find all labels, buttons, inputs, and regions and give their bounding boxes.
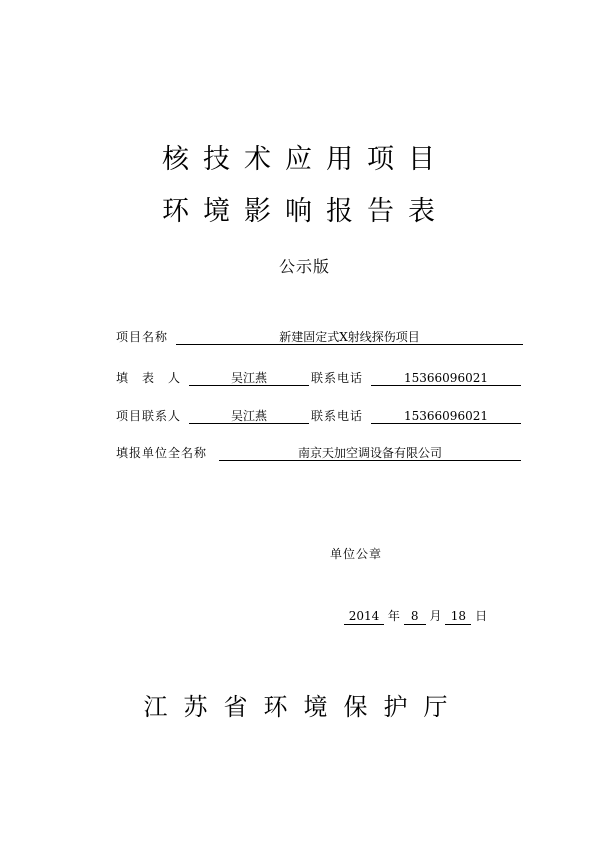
date-year-unit: 年	[387, 609, 400, 623]
phone-value-1: 15366096021	[404, 371, 488, 385]
date-day-unit: 日	[475, 609, 488, 623]
phone-label-2: 联系电话	[311, 409, 364, 423]
contact-field	[189, 407, 309, 424]
phone-field-2	[371, 407, 521, 424]
date-month-unit: 月	[429, 609, 442, 623]
report-title-line-1: 核技术应用项目	[162, 144, 449, 175]
date-year: 2014	[344, 609, 384, 625]
report-date	[344, 607, 487, 625]
public-version-subtitle: 公示版	[278, 257, 330, 276]
filler-value: 吴江燕	[230, 371, 267, 385]
unit-seal-label: 单位公章	[330, 547, 383, 561]
contact-value: 吴江燕	[230, 409, 267, 423]
project-name-label: 项目名称	[116, 330, 169, 344]
contact-label: 项目联系人	[116, 409, 182, 423]
project-name-field	[176, 328, 523, 345]
filler-label: 填 表 人	[116, 371, 182, 385]
unit-name-value: 南京天加空调设备有限公司	[297, 446, 442, 460]
filler-field	[189, 369, 309, 386]
unit-name-label: 填报单位全名称	[116, 446, 208, 460]
date-day: 18	[445, 609, 471, 625]
date-month: 8	[404, 609, 426, 625]
report-title-line-2: 环境影响报告表	[162, 196, 449, 227]
phone-label-1: 联系电话	[311, 371, 364, 385]
phone-field-1	[371, 369, 521, 386]
issuing-authority: 江苏省环境保护厅	[143, 693, 464, 721]
project-name-value: 新建固定式X射线探伤项目	[279, 330, 420, 344]
phone-value-2: 15366096021	[404, 409, 488, 423]
unit-name-field	[219, 444, 521, 461]
